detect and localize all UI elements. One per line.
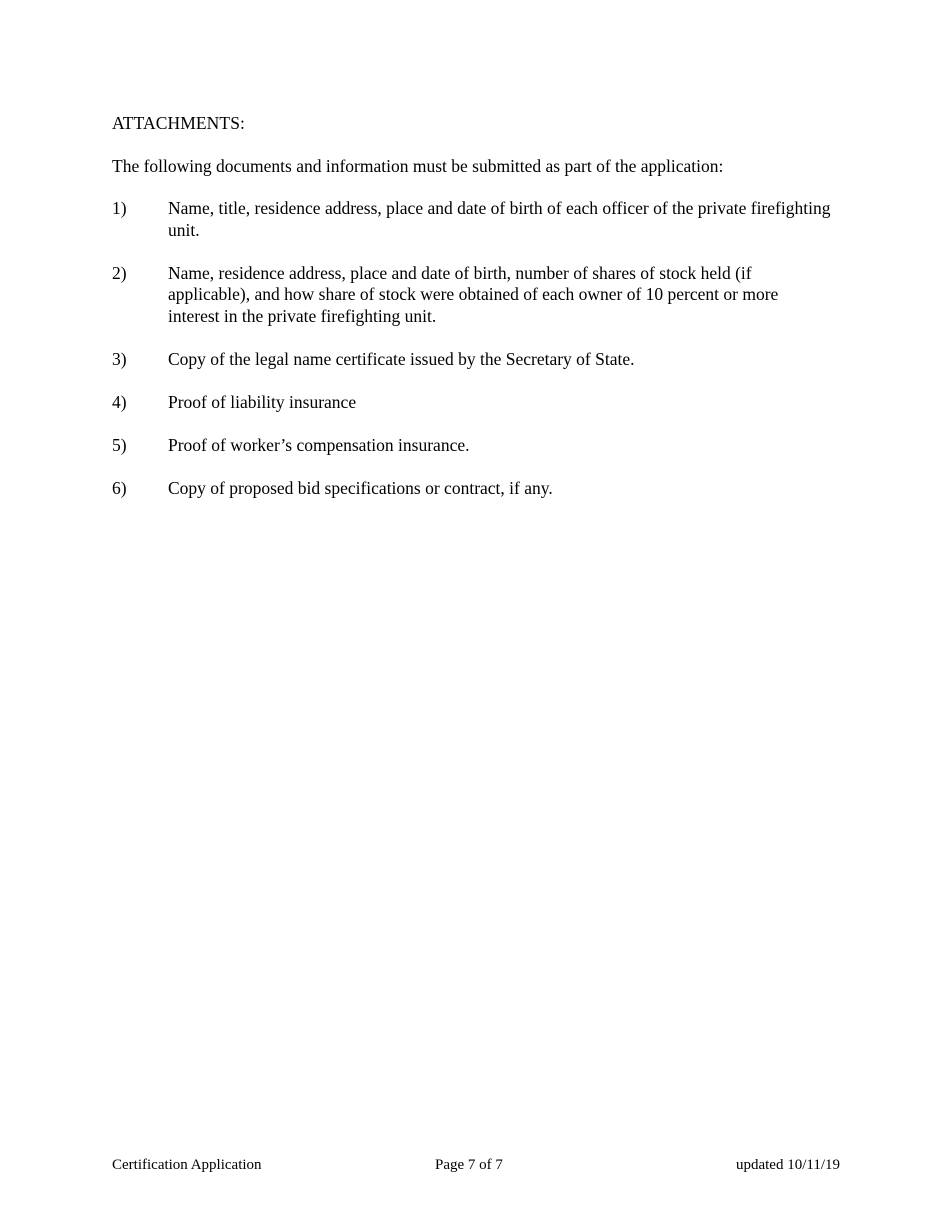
footer-page-number: Page 7 of 7 [435,1157,503,1173]
list-item [112,435,832,457]
item-number: 3) [112,348,127,369]
footer-document-title: Certification Application [112,1157,262,1173]
list-item [112,263,832,328]
item-number: 1) [112,198,127,218]
item-number: 5) [112,434,127,455]
list-item [112,198,832,241]
intro-paragraph: The following documents and information must be submitted as part of the application: [112,156,724,176]
item-text: Name, residence address, place and date of birth, number of shares of stock held (if applicable), and how share of stock were obtained of each owner of 10 percent or more interest in the private firefighting unit. [168,262,779,326]
list-item [112,349,832,371]
list-item [112,392,832,414]
item-text: Name, title, residence address, place and date of birth of each officer of the private firefighting unit. [168,198,831,240]
page-footer [112,1155,840,1175]
item-text: Copy of the legal name certificate issued by the Secretary of State. [168,348,635,369]
item-text: Copy of proposed bid specifications or contract, if any. [168,477,553,498]
item-number: 4) [112,391,127,412]
footer-updated-date: updated 10/11/19 [735,1157,840,1173]
item-text: Proof of liability insurance [168,391,357,412]
item-number: 2) [112,262,127,283]
attachments-heading: ATTACHMENTS: [112,113,245,133]
attachments-list [112,198,832,521]
item-number: 6) [112,477,127,498]
list-item [112,478,832,500]
item-text: Proof of worker’s compensation insurance. [168,434,470,455]
